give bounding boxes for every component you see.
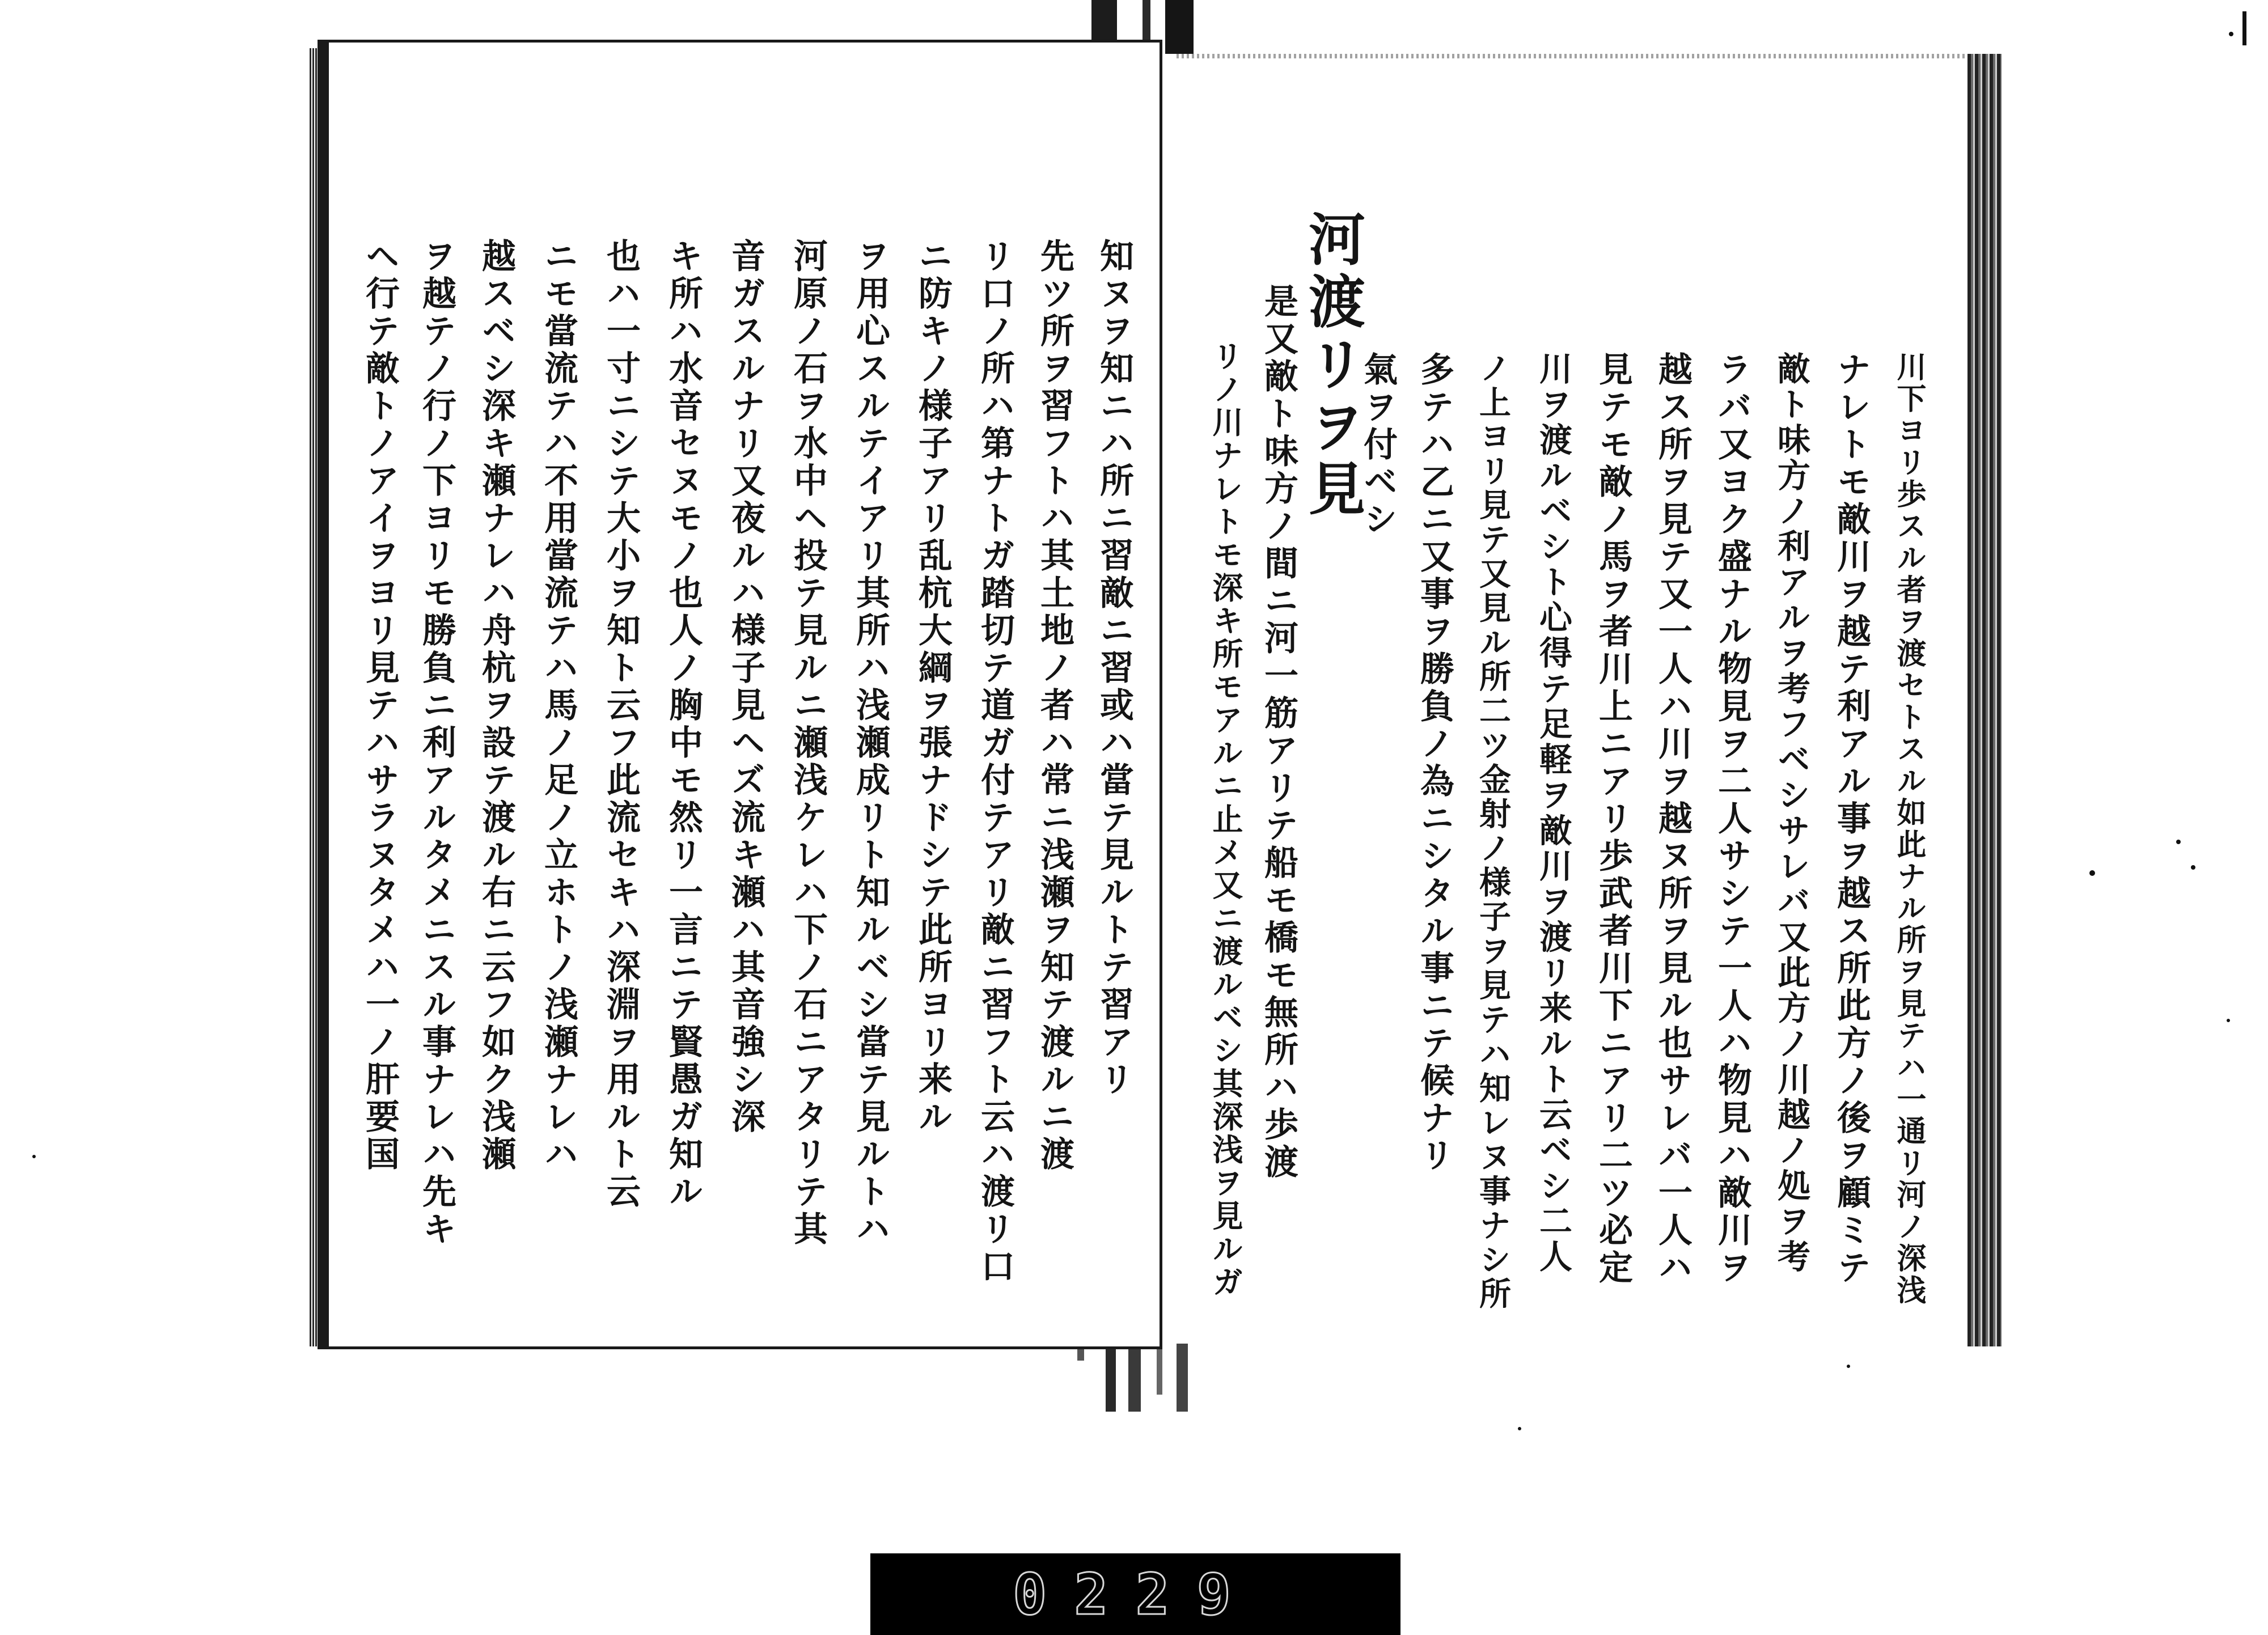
right-text-column: ラバ又ヨク盛ナル物見ヲ二人サシテ一人ハ物見ハ敵川ヲ	[1712, 351, 1752, 1287]
left-text-column: ニ防キノ様子アリ乱杭大綱ヲ張ナドシテ此所ヨリ来ル	[913, 238, 953, 1136]
right-text-column: 見テモ敵ノ馬ヲ者川上ニアリ歩武者川下ニアリ二ツ必定	[1593, 351, 1633, 1287]
right-text-column: ナレトモ敵川ヲ越テ利アル事ヲ越ス所此方ノ後ヲ顧ミテ	[1831, 351, 1871, 1287]
right-text-column: 越ス所ヲ見テ又一人ハ川ヲ越ヌ所ヲ見ル也サレバ一人ハ	[1653, 351, 1692, 1287]
right-text-column: リノ川ナレトモ深キ所モアルニ止メ又ニ渡ルベシ其深浅ヲ見ルガ	[1208, 340, 1244, 1299]
left-text-column: 越スベシ深キ瀬ナレハ舟杭ヲ設テ渡ル右ニ云フ如ク浅瀬	[476, 238, 516, 1174]
right-page-top-edge	[1177, 54, 1970, 58]
left-text-column: キ所ハ水音セヌモノ也人ノ胸中モ然リ一言ニテ賢愚ガ知ル	[663, 238, 703, 1211]
left-text-column: リ口ノ所ハ第ナトガ踏切テ道ガ付テアリ敵ニ習フト云ハ渡リ口	[975, 238, 1015, 1286]
right-text-column: ノ上ヨリ見テ又見ル所二ツ金射ノ様子ヲ見テハ知レヌ事ナシ所	[1474, 351, 1512, 1312]
right-text-column: 川下ヨリ歩スル者ヲ渡セトスル如此ナル所ヲ見テハ一通リ河ノ深浅	[1892, 351, 1926, 1307]
section-title: 河渡リヲ見	[1299, 210, 1366, 522]
page-number: 0229	[1013, 1561, 1258, 1628]
right-text-column: 敵ト味方ノ利アルヲ考フベシサレバ又此方ノ川越ノ処ヲ考	[1772, 351, 1810, 1275]
right-text-column: 川ヲ渡ルベシト心得テ足軽ヲ敵川ヲ渡リ来ルト云ベシ二人	[1534, 351, 1572, 1275]
page-number-stamp	[870, 1553, 1400, 1635]
left-text-column: ヲ用心スルテイアリ其所ハ浅瀬成リト知ルベシ當テ見ルトハ	[850, 238, 890, 1248]
right-page-fore-edge	[1967, 54, 2002, 1346]
left-text-column: ヲ越テノ行ノ下ヨリモ勝負ニ利アルタメニスル事ナレハ先キ	[417, 238, 456, 1248]
left-text-column: 先ツ所ヲ習フトハ其土地ノ者ハ常ニ浅瀬ヲ知テ渡ルニ渡	[1035, 238, 1074, 1174]
left-text-column: ヘ行テ敵トノアイヲヨリ見テハサラヌタメハ一ノ肝要国	[360, 238, 400, 1174]
left-text-column: ニモ當流テハ不用當流テハ馬ノ足ノ立ホトノ浅瀬ナレハ	[539, 238, 578, 1174]
right-text-column: 是又敵ト味方ノ間ニ河一筋アリテ船モ橋モ無所ハ歩渡	[1259, 283, 1298, 1181]
right-text-column: 多テハ乙ニ又事ヲ勝負ノ為ニシタル事ニテ候ナリ	[1415, 351, 1454, 1175]
left-text-column: 也ハ一寸ニシテ大小ヲ知ト云フ此流セキハ深淵ヲ用ルト云	[601, 238, 641, 1211]
left-text-column: 河原ノ石ヲ水中ヘ投テ見ルニ瀬浅ケレハ下ノ石ニアタリテ其	[788, 238, 828, 1248]
right-text-column: 氣ヲ付ベシ	[1358, 351, 1398, 539]
left-text-column: 知ヌヲ知ニハ所ニ習敵ニ習或ハ當テ見ルトテ習アリ	[1094, 238, 1134, 1099]
left-text-column: 音ガスルナリ又夜ルハ様子見ヘズ流キ瀬ハ其音強シ深	[726, 238, 765, 1136]
